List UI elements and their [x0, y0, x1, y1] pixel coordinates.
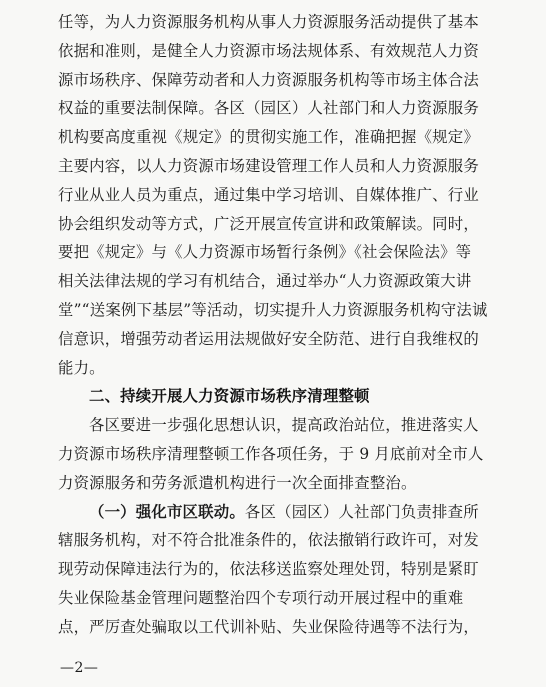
text-line: 权益的重要法制保障。各区（园区）人社部门和人力资源服务 [58, 99, 479, 118]
text-line: 辖服务机构，对不符合批准条件的，依法撤销行政许可，对发 [58, 531, 479, 550]
text-line: 主要内容，以人力资源市场建设管理工作人员和人力资源服务 [58, 156, 479, 175]
section-heading: 二、持续开展人力资源市场秩序清理整顿 [89, 387, 370, 406]
paragraph-market-cleanup [58, 411, 498, 497]
document-body [58, 8, 498, 642]
subsection-heading: （一）强化市区联动。 [89, 502, 245, 521]
text-line: 能力。 [58, 358, 105, 377]
text-line: 各区要进一步强化思想认识，提高政治站位，推进落实人 [89, 416, 479, 435]
text-line: 信意识，增强劳动者运用法规做好安全防范、进行自我维权的 [58, 329, 479, 348]
paragraph-legal-awareness [58, 8, 498, 382]
text-line: 力资源服务和劳务派遣机构进行一次全面排查整治。 [58, 473, 417, 492]
paragraph-city-district-linkage [58, 498, 498, 642]
text-line: 任等，为人力资源服务机构从事人力资源服务活动提供了基本 [58, 13, 479, 31]
page-number: —2— [60, 660, 99, 676]
text-line: 机构要高度重视《规定》的贯彻实施工作，准确把握《规定》 [58, 128, 479, 147]
text-line: 源市场秩序、保障劳动者和人力资源服务机构等市场主体合法 [58, 70, 479, 89]
text-line: 要把《规定》与《人力资源市场暂行条例》《社会保险法》等 [58, 243, 472, 262]
text-line: 力资源市场秩序清理整顿工作各项任务，于 9 月底前对全市人 [58, 444, 484, 463]
text-line: 现劳动保障违法行为的，依法移送监察处理处罚，特别是紧盯 [58, 560, 479, 579]
text-line: 依据和准则，是健全人力资源市场法规体系、有效规范人力资 [58, 41, 479, 60]
text-line: 失业保险基金管理问题整治四个专项行动开展过程中的重难 [58, 588, 464, 607]
text-line: 堂”“送案例下基层”等活动，切实提升人力资源服务机构守法诚 [58, 300, 488, 319]
text-line: 协会组织发动等方式，广泛开展宣传宣讲和政策解读。同时， [58, 214, 479, 233]
text-line: 行业从业人员为重点，通过集中学习培训、自媒体推广、行业 [58, 185, 479, 204]
text-run: 各区（园区）人社部门负责排查所 [244, 502, 479, 521]
text-line: 相关法律法规的学习有机结合，通过举办“人力资源政策大讲 [58, 272, 472, 291]
text-line [58, 498, 498, 527]
text-line: 点，严厉查处骗取以工代训补贴、失业保险待遇等不法行为， [58, 617, 479, 636]
